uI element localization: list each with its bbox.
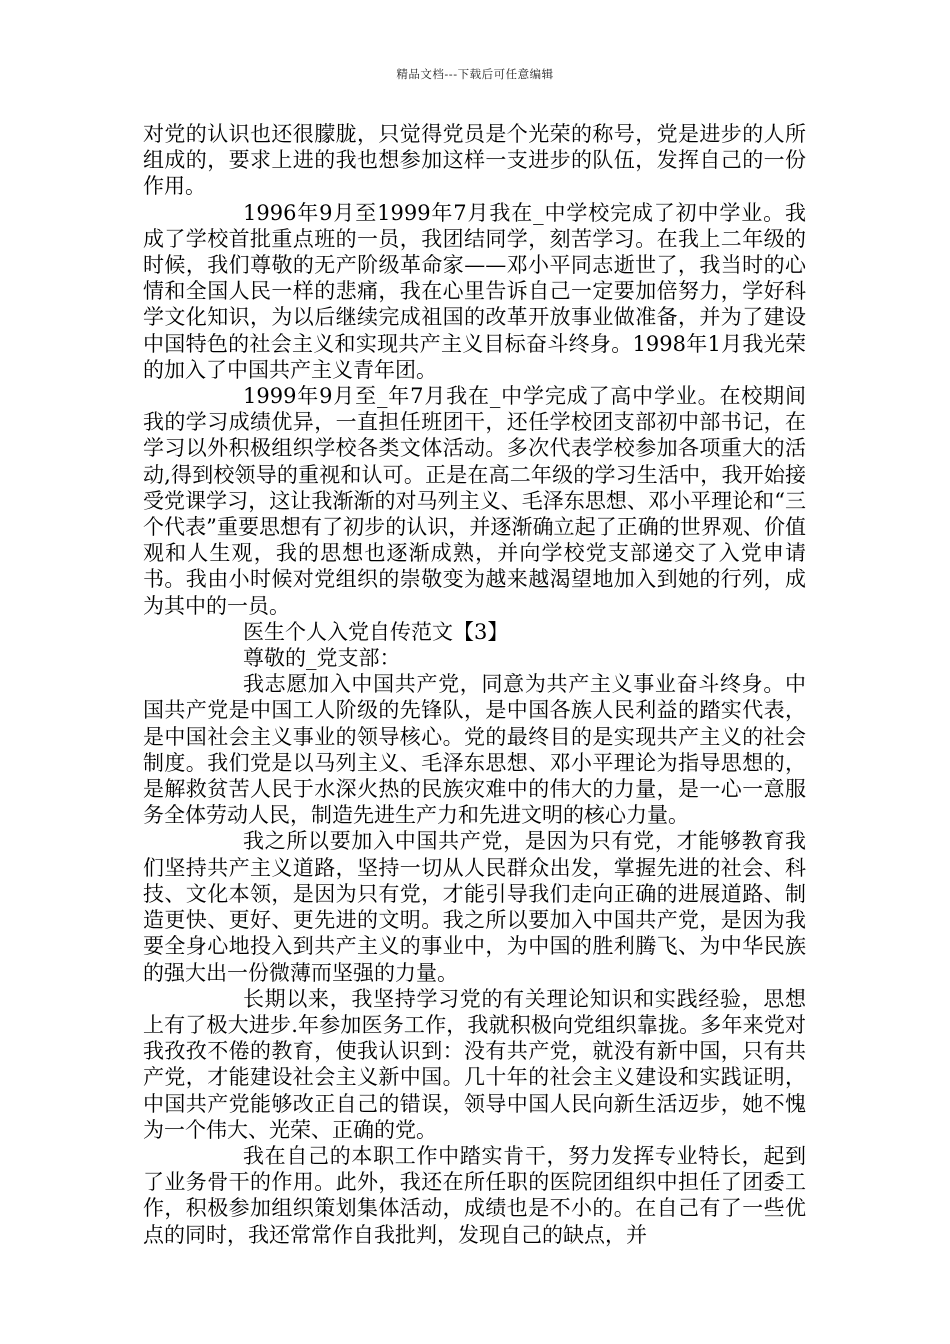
page-header: 精品文档---下载后可任意编辑	[396, 67, 554, 81]
paragraph-1: 对党的认识也还很朦胧，只觉得党员是个光荣的称号，党是进步的人所组成的，要求上进的我也想参加这样一支进步的队伍，发挥自己的一份作用。	[143, 122, 806, 199]
paragraph-7: 我在自己的本职工作中踏实肯干，努力发挥专业特长，起到了业务骨干的作用。此外，我还在所任职的医院团组织中担任了团委工作，积极参加组织策划集体活动，成绩也是不小的。在自己有了一些优点的同时，我还常常作自我批判，发现自己的缺点，并	[143, 1143, 806, 1247]
section-title: 医生个人入党自传范文【3】	[243, 619, 509, 644]
paragraph-4: 我志愿加入中国共产党，同意为共产主义事业奋斗终身。中国共产党是中国工人阶级的先锋队，是中国各族人民利益的踏实代表，是中国社会主义事业的领导核心。党的最终目的是实现共产主义的社会制度。我们党是以马列主义、毛泽东思想、邓小平理论为指导思想的，是解救贫苦人民于水深火热的民族灾难中的伟大的力量，是一心一意服务全体劳动人民，制造先进生产力和先进文明的核心力量。	[143, 672, 806, 828]
paragraph-3: 1999年9月至_年7月我在_中学完成了高中学业。在校期间我的学习成绩优异，一直担任班团干，还任学校团支部初中部书记，在学习以外积极组织学校各类文体活动。多次代表学校参加各项重大的活动,得到校领导的重视和认可。正是在高二年级的学习生活中，我开始接受党课学习，这让我渐渐的对马列主义、毛泽东思想、邓小平理论和“三个代表”重要思想有了初步的认识，并逐渐确立起了正确的世界观、价值观和人生观，我的思想也逐渐成熟，并向学校党支部递交了入党申请书。我由小时候对党组织的崇敬变为越来越渴望地加入到她的行列，成为其中的一员。	[143, 384, 806, 618]
paragraph-6: 长期以来，我坚持学习党的有关理论知识和实践经验，思想上有了极大进步.年参加医务工作，我就积极向党组织靠拢。多年来党对我孜孜不倦的教育，使我认识到：没有共产党，就没有新中国，只有共产党，才能建设社会主义新中国。几十年的社会主义建设和实践证明，中国共产党能够改正自己的错误，领导中国人民向新生活迈步，她不愧为一个伟大、光荣、正确的党。	[143, 986, 806, 1142]
paragraph-5: 我之所以要加入中国共产党，是因为只有党，才能够教育我们坚持共产主义道路，坚持一切从人民群众出发，掌握先进的社会、科技、文化本领，是因为只有党，才能引导我们走向正确的进展道路、制造更快、更好、更先进的文明。我之所以要加入中国共产党，是因为我要全身心地投入到共产主义的事业中，为中国的胜利腾飞、为中华民族的强大出一份微薄而坚强的力量。	[143, 829, 806, 985]
document-body	[143, 121, 806, 1248]
salutation: 尊敬的_党支部：	[243, 646, 401, 671]
paragraph-2: 1996年9月至1999年7月我在_中学校完成了初中学业。我成了学校首批重点班的一员，我团结同学，刻苦学习。在我上二年级的时候，我们尊敬的无产阶级革命家——邓小平同志逝世了，我当时的心情和全国人民一样的悲痛，我在心里告诉自己一定要加倍努力，学好科学文化知识，为以后继续完成祖国的改革开放事业做准备，并为了建设中国特色的社会主义和实现共产主义目标奋斗终身。1998年1月我光荣的加入了中国共产主义青年团。	[143, 200, 806, 382]
